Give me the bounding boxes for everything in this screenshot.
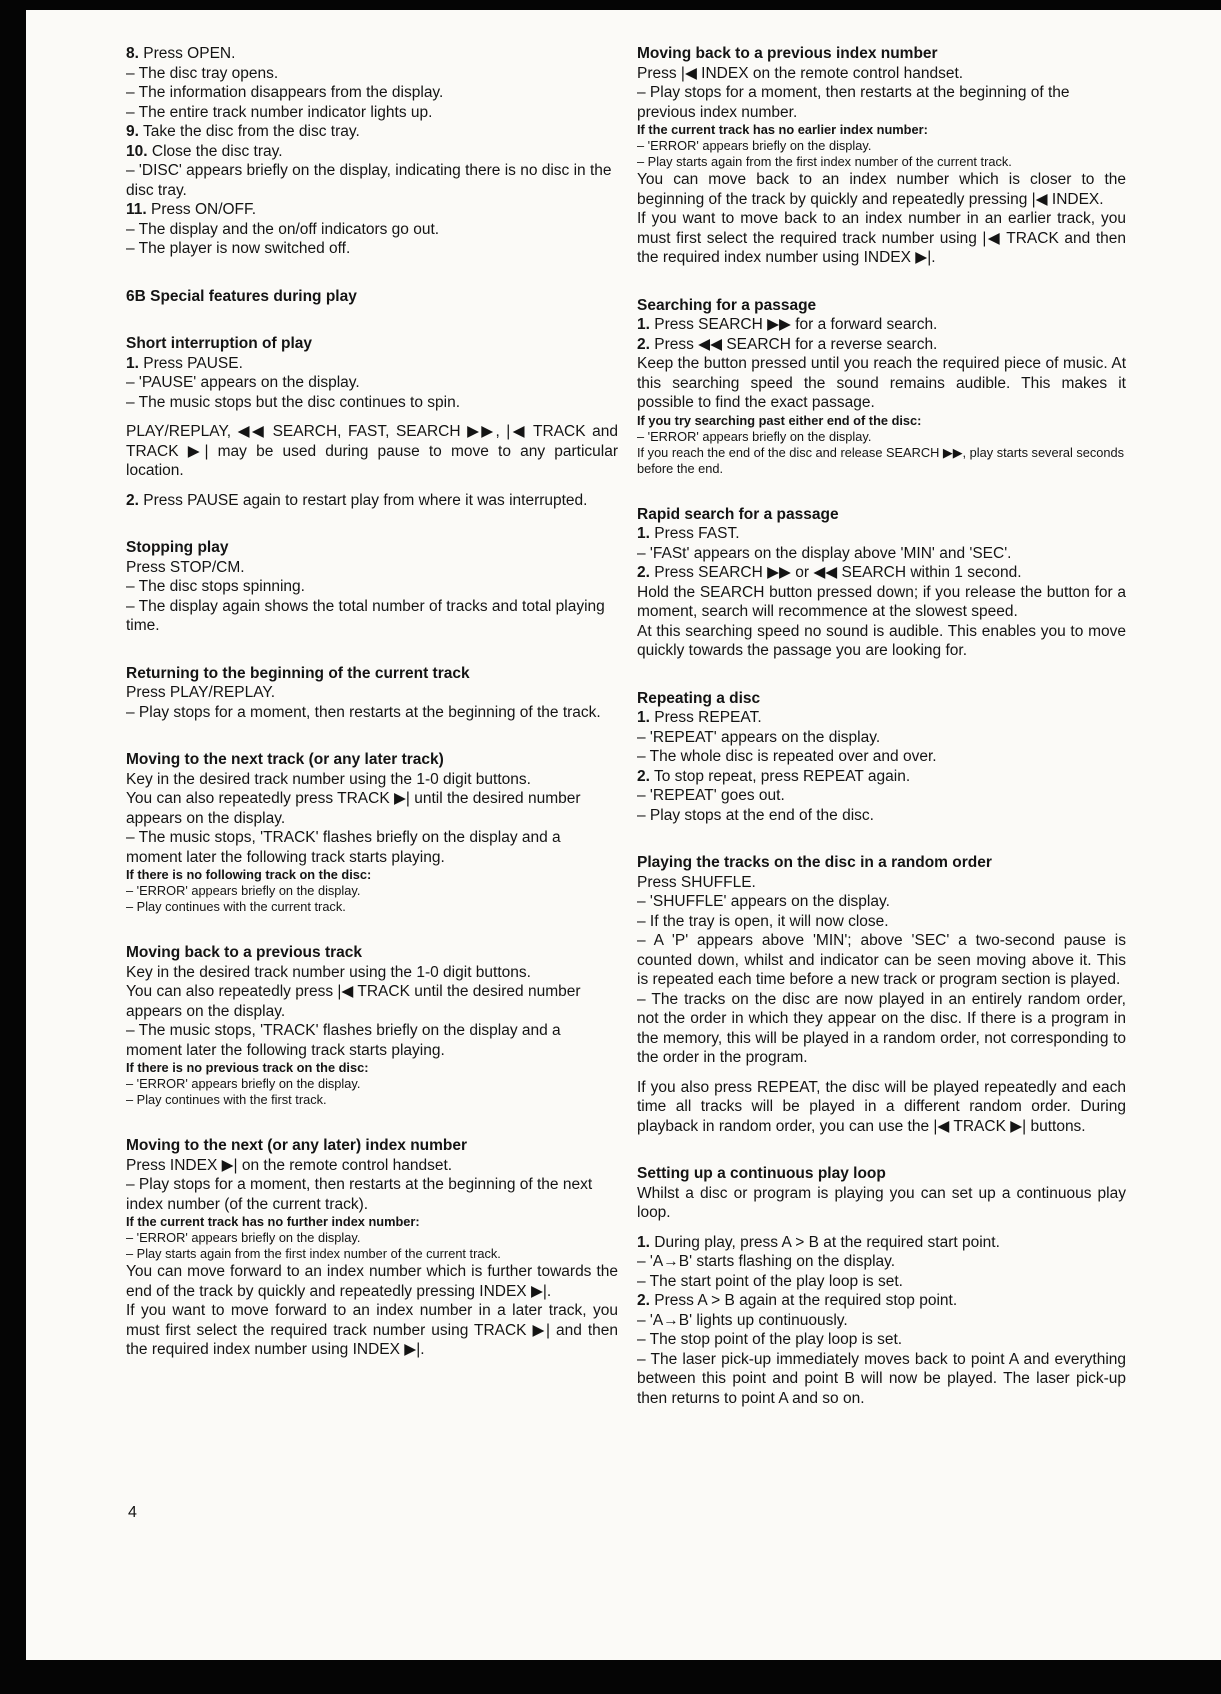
spacer — [637, 825, 1126, 853]
text-content: Press SEARCH ▶▶ or ◀◀ SEARCH within 1 second. — [654, 564, 1022, 581]
step-number: 11. — [126, 201, 147, 218]
note-line — [637, 154, 1126, 170]
text-line — [126, 703, 618, 723]
text-content: If the current track has no earlier index number: — [637, 122, 928, 137]
text-line — [637, 170, 1126, 209]
text-content: Whilst a disc or program is playing you can set up a continuous play loop. — [637, 1184, 1126, 1221]
text-content: – 'REPEAT' goes out. — [637, 787, 785, 804]
text-content: – The tracks on the disc are now played in an entirely random order, not the order in which they appear on the disc. If there is a program in the memory, this will be played in a random order, not corresponding to the order in the program. — [637, 990, 1126, 1066]
text-content: – The whole disc is repeated over and over. — [637, 748, 937, 765]
step-number: 1. — [637, 1233, 650, 1251]
text-line — [637, 354, 1126, 413]
text-content: – Play stops for a moment, then restarts at the beginning of the track. — [126, 703, 601, 721]
scan-border-top — [0, 0, 1221, 10]
note-line — [126, 1246, 618, 1262]
spacer — [637, 1223, 1126, 1233]
text-content: If you want to move back to an index number in an earlier track, you must first select the required track number using |◀ TRACK and then the required index number using INDEX ▶|. — [637, 210, 1126, 266]
text-line — [637, 806, 1126, 826]
text-line — [126, 963, 618, 983]
text-content: Key in the desired track number using the 1-0 digit buttons. — [126, 963, 531, 981]
text-line — [126, 789, 618, 828]
text-line — [637, 83, 1126, 122]
note-line — [637, 429, 1126, 445]
text-content: – 'PAUSE' appears on the display. — [126, 374, 360, 391]
text-content: – 'A→B' starts flashing on the display. — [637, 1253, 896, 1270]
text-line — [126, 558, 618, 578]
text-content: Repeating a disc — [637, 689, 761, 707]
text-content: You can also repeatedly press |◀ TRACK until the desired number appears on the display. — [126, 983, 581, 1020]
text-line — [637, 209, 1126, 268]
text-content: – The entire track number indicator lights up. — [126, 103, 433, 121]
text-line — [126, 1156, 618, 1176]
subsection-heading — [637, 505, 1126, 525]
spacer — [126, 481, 618, 491]
numbered-step — [637, 315, 1126, 335]
text-content: – 'ERROR' appears briefly on the display. — [637, 138, 872, 153]
text-content: – Play continues with the current track. — [126, 899, 346, 914]
text-line — [126, 64, 618, 84]
text-content: If you reach the end of the disc and release SEARCH ▶▶, play starts several seconds before the end. — [637, 444, 1125, 476]
text-content: – The start point of the play loop is set. — [637, 1272, 903, 1290]
subsection-heading — [126, 943, 618, 963]
text-line — [637, 786, 1126, 806]
numbered-step — [637, 563, 1126, 583]
step-number: 1. — [637, 316, 650, 333]
right-column — [637, 44, 1126, 1408]
numbered-step — [637, 524, 1126, 544]
scan-border-bottom — [0, 1660, 1221, 1694]
numbered-step — [637, 708, 1126, 728]
text-line — [637, 1311, 1126, 1331]
text-content: Press PLAY/REPLAY. — [126, 684, 276, 701]
note-heading — [126, 1214, 618, 1230]
text-content: Press FAST. — [654, 525, 740, 542]
step-number: 1. — [637, 709, 650, 726]
text-content: – 'ERROR' appears briefly on the display. — [637, 428, 872, 444]
text-content: – 'FASt' appears on the display above 'MIN' and 'SEC'. — [637, 544, 1012, 562]
step-number: 1. — [637, 525, 650, 542]
left-column — [126, 44, 618, 1360]
text-content: – 'ERROR' appears briefly on the display. — [126, 1076, 361, 1091]
text-content: Press ◀◀ SEARCH for a reverse search. — [654, 335, 938, 353]
spacer — [637, 1068, 1126, 1078]
step-number: 1. — [126, 354, 139, 372]
numbered-step — [126, 122, 618, 142]
text-line — [637, 990, 1126, 1068]
text-content: Stopping play — [126, 539, 229, 556]
text-content: – Play stops for a moment, then restarts at the beginning of the previous index number. — [637, 84, 1070, 121]
text-line — [126, 103, 618, 123]
text-content: Searching for a passage — [637, 296, 817, 314]
text-line — [126, 577, 618, 597]
text-content: – Play continues with the first track. — [126, 1092, 327, 1107]
text-content: You can move forward to an index number which is further towards the end of the track by quickly and repeatedly pressing INDEX ▶|. — [126, 1263, 618, 1300]
text-content: Press |◀ INDEX on the remote control handset. — [637, 64, 964, 82]
spacer — [637, 1136, 1126, 1164]
text-line — [126, 1175, 618, 1214]
text-content: If there is no previous track on the disc: — [126, 1060, 369, 1075]
text-content: Press SHUFFLE. — [637, 873, 756, 891]
note-line — [126, 883, 618, 899]
text-line — [637, 747, 1126, 767]
spacer — [126, 636, 618, 664]
text-content: – The music stops, 'TRACK' flashes briefly on the display and a moment later the following track starts playing. — [126, 1022, 561, 1059]
spacer — [126, 259, 618, 287]
numbered-step — [637, 1291, 1126, 1311]
text-content: – The music stops, 'TRACK' flashes briefly on the display and a moment later the following track starts playing. — [126, 829, 561, 866]
numbered-step — [637, 1233, 1126, 1253]
step-number: 2. — [637, 564, 650, 581]
text-content: – A 'P' appears above 'MIN'; above 'SEC' a two-second pause is counted down, whilst and indicator can be seen moving above it. This is repeated each time before a new track or program section is played. — [637, 932, 1126, 988]
text-line — [126, 683, 618, 703]
spacer — [637, 661, 1126, 689]
subsection-heading — [126, 750, 618, 770]
text-line — [637, 544, 1126, 564]
text-content: – The stop point of the play loop is set. — [637, 1331, 903, 1348]
text-line — [126, 161, 618, 200]
text-line — [126, 1021, 618, 1060]
text-content: Moving to the next (or any later) index number — [126, 1137, 468, 1154]
text-content: – The disc tray opens. — [126, 64, 279, 82]
text-content: Setting up a continuous play loop — [637, 1165, 886, 1182]
text-content: Press PAUSE. — [143, 354, 243, 372]
text-content: – Play stops for a moment, then restarts at the beginning of the next index number (of the current track). — [126, 1176, 593, 1213]
text-line — [637, 728, 1126, 748]
text-line — [126, 83, 618, 103]
text-content: Moving to the next track (or any later track) — [126, 751, 444, 768]
text-content: Press INDEX ▶| on the remote control handset. — [126, 1156, 453, 1174]
text-content: – The laser pick-up immediately moves back to point A and everything between this point and point B will now be played. The laser pick-up then returns to point A and so on. — [637, 1350, 1126, 1407]
numbered-step — [126, 44, 618, 64]
text-content: During play, press A > B at the required start point. — [654, 1233, 1000, 1251]
spacer — [126, 722, 618, 750]
step-number: 10. — [126, 142, 148, 160]
text-content: PLAY/REPLAY, ◀◀ SEARCH, FAST, SEARCH ▶▶, |◀ TRACK and TRACK ▶| may be used during pause to move to any particular location. — [126, 423, 618, 479]
subsection-heading — [637, 1164, 1126, 1184]
subsection-heading — [637, 44, 1126, 64]
step-number: 2. — [637, 767, 650, 785]
text-content: Playing the tracks on the disc in a random order — [637, 854, 992, 871]
text-content: – The display and the on/off indicators go out. — [126, 220, 440, 238]
text-line — [637, 931, 1126, 990]
numbered-step — [126, 491, 618, 511]
note-line — [637, 445, 1126, 477]
step-number: 8. — [126, 45, 139, 62]
text-content: Take the disc from the disc tray. — [142, 123, 360, 140]
text-content: At this searching speed no sound is audible. This enables you to move quickly towards the passage you are looking for. — [637, 622, 1126, 659]
text-content: – 'SHUFFLE' appears on the display. — [637, 893, 890, 910]
text-content: Press A > B again at the required stop point. — [654, 1292, 958, 1309]
text-content: If the current track has no further index number: — [126, 1214, 420, 1229]
text-content: – 'ERROR' appears briefly on the display. — [126, 1230, 361, 1245]
text-content: If you try searching past either end of the disc: — [637, 412, 922, 428]
text-content: Key in the desired track number using the 1-0 digit buttons. — [126, 770, 531, 788]
text-line — [126, 373, 618, 393]
text-line — [637, 1252, 1126, 1272]
text-content: – Play starts again from the first index number of the current track. — [126, 1246, 501, 1261]
text-content: Moving back to a previous index number — [637, 45, 938, 62]
step-number: 9. — [126, 123, 139, 140]
text-content: To stop repeat, press REPEAT again. — [653, 767, 911, 785]
spacer — [126, 1108, 618, 1136]
text-content: Short interruption of play — [126, 335, 312, 352]
text-content: If you want to move forward to an index number in a later track, you must first select the required track number using TRACK ▶| and then the required index number using INDEX ▶|. — [126, 1302, 618, 1358]
text-line — [637, 1272, 1126, 1292]
spacer — [126, 306, 618, 334]
text-line — [637, 912, 1126, 932]
text-content: Press STOP/CM. — [126, 558, 245, 576]
text-content: Press SEARCH ▶▶ for a forward search. — [654, 316, 938, 333]
note-heading — [126, 867, 618, 883]
text-content: Returning to the beginning of the current track — [126, 664, 470, 682]
subsection-heading — [637, 689, 1126, 709]
text-line — [637, 64, 1126, 84]
text-line — [637, 892, 1126, 912]
text-content: Close the disc tray. — [151, 142, 283, 160]
text-line — [637, 1078, 1126, 1137]
text-line — [126, 422, 618, 481]
text-content: Rapid search for a passage — [637, 505, 839, 523]
step-number: 2. — [126, 491, 139, 509]
text-content: Press OPEN. — [143, 45, 236, 62]
numbered-step — [126, 200, 618, 220]
text-content: Hold the SEARCH button pressed down; if you release the button for a moment, search will recommence at the slowest speed. — [637, 583, 1126, 620]
numbered-step — [637, 767, 1126, 787]
spacer — [637, 268, 1126, 296]
scan-border-left — [0, 0, 26, 1694]
text-content: – The display again shows the total number of tracks and total playing time. — [126, 597, 605, 634]
numbered-step — [126, 354, 618, 374]
note-heading — [637, 413, 1126, 429]
page-number: 4 — [128, 1504, 137, 1521]
numbered-step — [637, 335, 1126, 355]
text-line — [637, 1350, 1126, 1409]
note-line — [126, 1076, 618, 1092]
text-content: – 'DISC' appears briefly on the display, indicating there is no disc in the disc tray. — [126, 162, 612, 199]
text-content: Moving back to a previous track — [126, 944, 363, 961]
note-heading — [637, 122, 1126, 138]
subsection-heading — [126, 334, 618, 354]
text-content: You can also repeatedly press TRACK ▶| until the desired number appears on the display. — [126, 790, 581, 827]
text-content: – 'A→B' lights up continuously. — [637, 1311, 848, 1329]
note-heading — [126, 1060, 618, 1076]
subsection-heading — [126, 664, 618, 684]
text-line — [637, 622, 1126, 661]
text-line — [126, 770, 618, 790]
subsection-heading — [126, 538, 618, 558]
text-content: You can move back to an index number which is closer to the beginning of the track by quickly and repeatedly pressing |◀ INDEX. — [637, 171, 1126, 208]
text-content: If you also press REPEAT, the disc will be played repeatedly and each time all tracks will be played in a different random order. During playback in random order, you can use the |◀ TRACK ▶| buttons. — [637, 1078, 1126, 1135]
text-content: – Play starts again from the first index number of the current track. — [637, 154, 1012, 169]
text-content: – 'ERROR' appears briefly on the display. — [126, 883, 361, 898]
text-content: If there is no following track on the disc: — [126, 867, 372, 882]
step-number: 2. — [637, 1292, 650, 1309]
text-content: – The disc stops spinning. — [126, 578, 305, 595]
text-line — [126, 828, 618, 867]
subsection-heading — [637, 296, 1126, 316]
text-line — [637, 873, 1126, 893]
text-content: – The player is now switched off. — [126, 240, 351, 257]
step-number: 2. — [637, 335, 650, 353]
text-content: – The information disappears from the display. — [126, 84, 444, 101]
note-line — [126, 1230, 618, 1246]
spacer — [126, 412, 618, 422]
text-content: 6B Special features during play — [126, 287, 357, 305]
spacer — [637, 477, 1126, 505]
text-content: Press PAUSE again to restart play from where it was interrupted. — [143, 491, 588, 509]
spacer — [126, 510, 618, 538]
text-content: Press REPEAT. — [654, 709, 762, 726]
spacer — [126, 915, 618, 943]
note-line — [126, 1092, 618, 1108]
text-line — [126, 1301, 618, 1360]
text-line — [637, 583, 1126, 622]
text-line — [126, 982, 618, 1021]
text-line — [637, 1330, 1126, 1350]
text-line — [126, 597, 618, 636]
text-line — [126, 1262, 618, 1301]
text-content: – The music stops but the disc continues to spin. — [126, 393, 461, 411]
text-line — [126, 239, 618, 259]
text-content: – 'REPEAT' appears on the display. — [637, 728, 881, 746]
subsection-heading — [126, 1136, 618, 1156]
text-line — [637, 1184, 1126, 1223]
text-line — [126, 220, 618, 240]
text-content: Press ON/OFF. — [151, 201, 257, 218]
text-content: – If the tray is open, it will now close. — [637, 912, 889, 930]
subsection-heading — [637, 853, 1126, 873]
text-content: – Play stops at the end of the disc. — [637, 806, 874, 824]
text-line — [126, 393, 618, 413]
text-content: Keep the button pressed until you reach the required piece of music. At this searching speed the sound remains audible. This makes it possible to find the exact passage. — [637, 355, 1126, 411]
numbered-step — [126, 142, 618, 162]
section-title — [126, 287, 618, 307]
note-line — [637, 138, 1126, 154]
note-line — [126, 899, 618, 915]
